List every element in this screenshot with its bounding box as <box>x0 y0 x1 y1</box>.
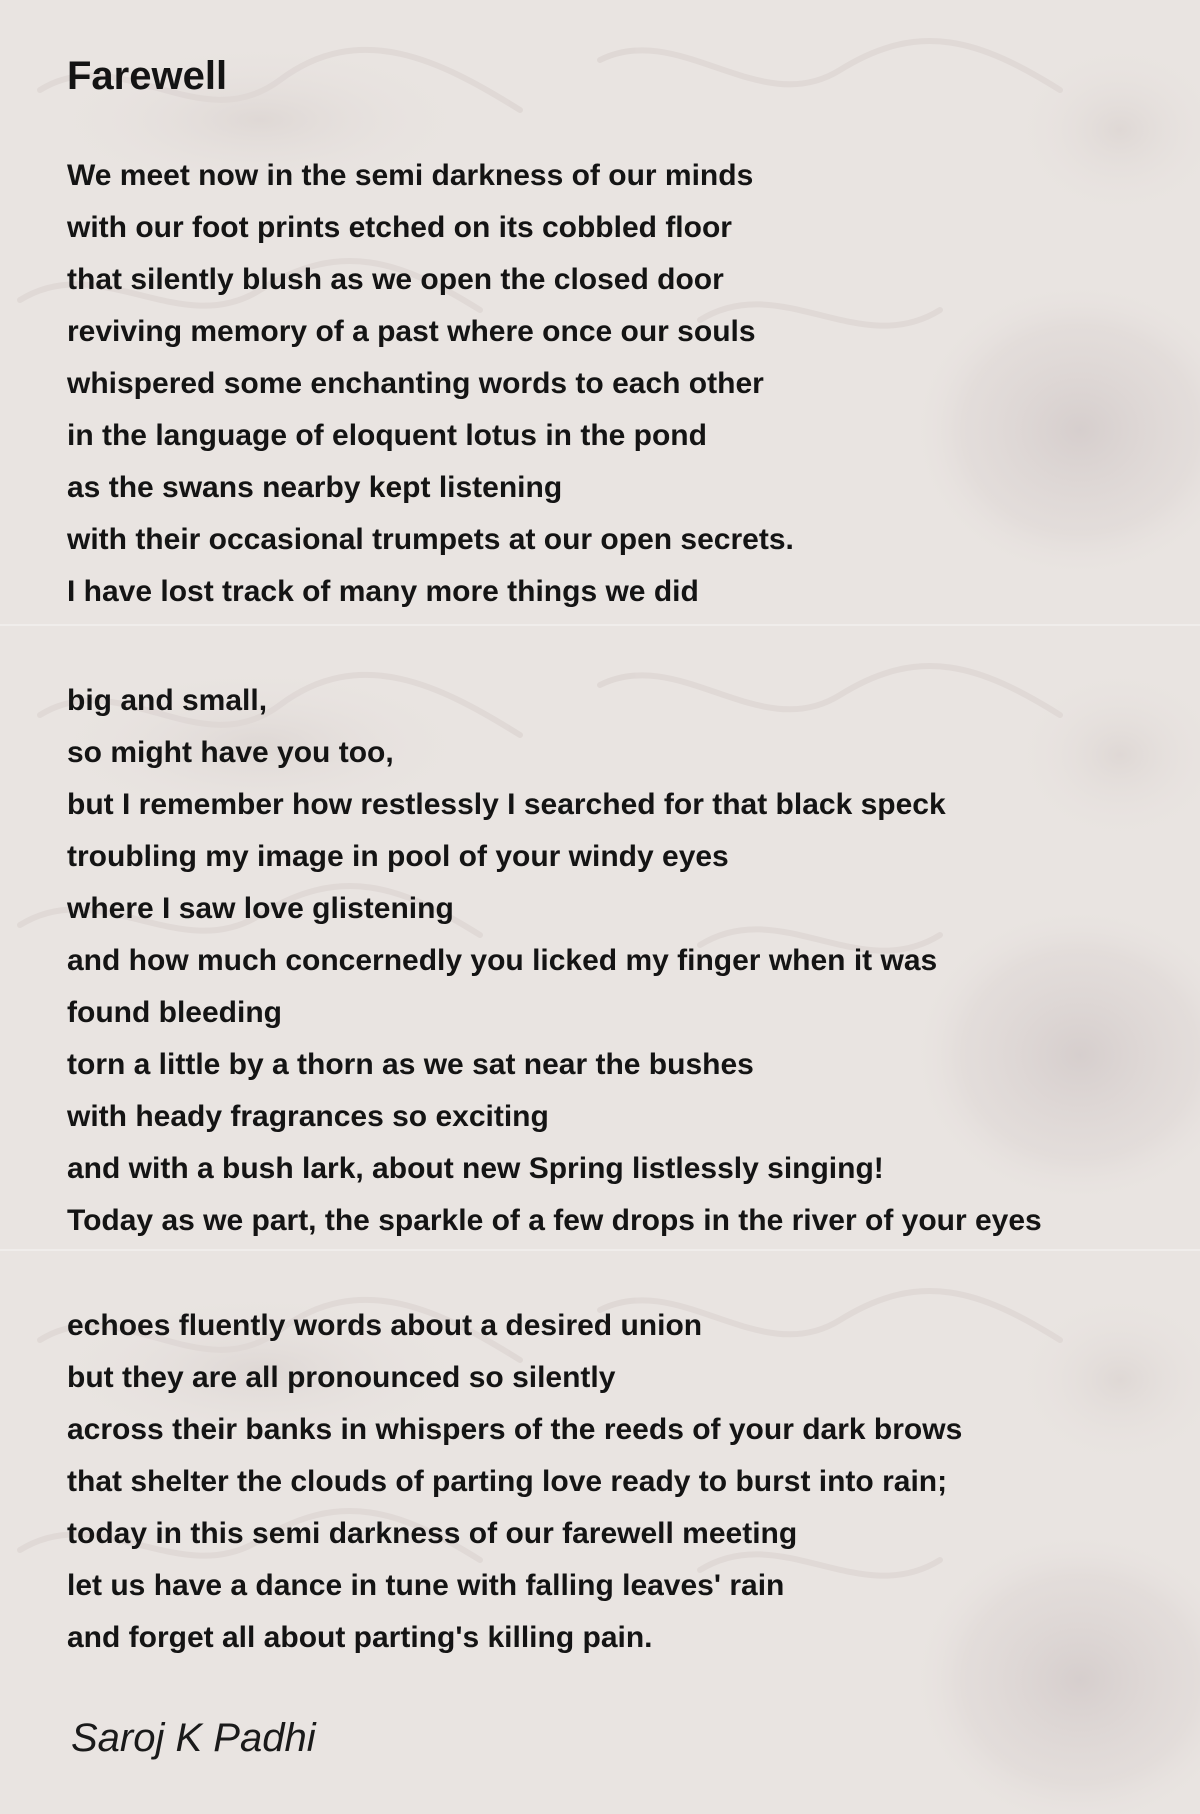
poem-line: so might have you too, <box>67 736 394 769</box>
poem-line: troubling my image in pool of your windy eyes <box>67 840 729 873</box>
poem-line: but they are all pronounced so silently <box>67 1361 616 1394</box>
poem-line: with heady fragrances so exciting <box>67 1100 549 1133</box>
texture-seam <box>0 1249 1200 1251</box>
poem-line: and how much concernedly you licked my finger when it was <box>67 944 938 977</box>
texture-seam <box>0 624 1200 626</box>
stanza <box>67 150 794 618</box>
poem-line: and forget all about parting's killing pain. <box>67 1621 653 1654</box>
poem-line: across their banks in whispers of the reeds of your dark brows <box>67 1413 963 1446</box>
stanza <box>67 1300 962 1664</box>
poem-line: let us have a dance in tune with falling leaves' rain <box>67 1569 785 1602</box>
poem-line: and with a bush lark, about new Spring listlessly singing! <box>67 1152 884 1185</box>
poem-line: but I remember how restlessly I searched for that black speck <box>67 788 946 821</box>
poem-line: in the language of eloquent lotus in the pond <box>67 419 707 452</box>
poem-line: with our foot prints etched on its cobbled floor <box>67 211 732 244</box>
stanza <box>67 675 1042 1247</box>
poem-line: that silently blush as we open the closed door <box>67 263 724 296</box>
poem-line: echoes fluently words about a desired union <box>67 1309 703 1342</box>
poem-line: We meet now in the semi darkness of our minds <box>67 159 754 192</box>
poem-line: Today as we part, the sparkle of a few drops in the river of your eyes <box>67 1204 1042 1237</box>
poem-line: that shelter the clouds of parting love ready to burst into rain; <box>67 1465 948 1498</box>
poem-line: reviving memory of a past where once our souls <box>67 315 756 348</box>
poem-line: found bleeding <box>67 996 282 1029</box>
poem-title: Farewell <box>67 54 228 98</box>
poem-line: as the swans nearby kept listening <box>67 471 563 504</box>
poem-line: where I saw love glistening <box>67 892 454 925</box>
poem-line: torn a little by a thorn as we sat near the bushes <box>67 1048 754 1081</box>
poem-line: today in this semi darkness of our farewell meeting <box>67 1517 798 1550</box>
poem-line: whispered some enchanting words to each other <box>67 367 764 400</box>
poem-line: I have lost track of many more things we did <box>67 575 699 608</box>
poem-author: Saroj K Padhi <box>71 1716 316 1760</box>
poem-line: with their occasional trumpets at our open secrets. <box>67 523 794 556</box>
poem-line: big and small, <box>67 684 268 717</box>
